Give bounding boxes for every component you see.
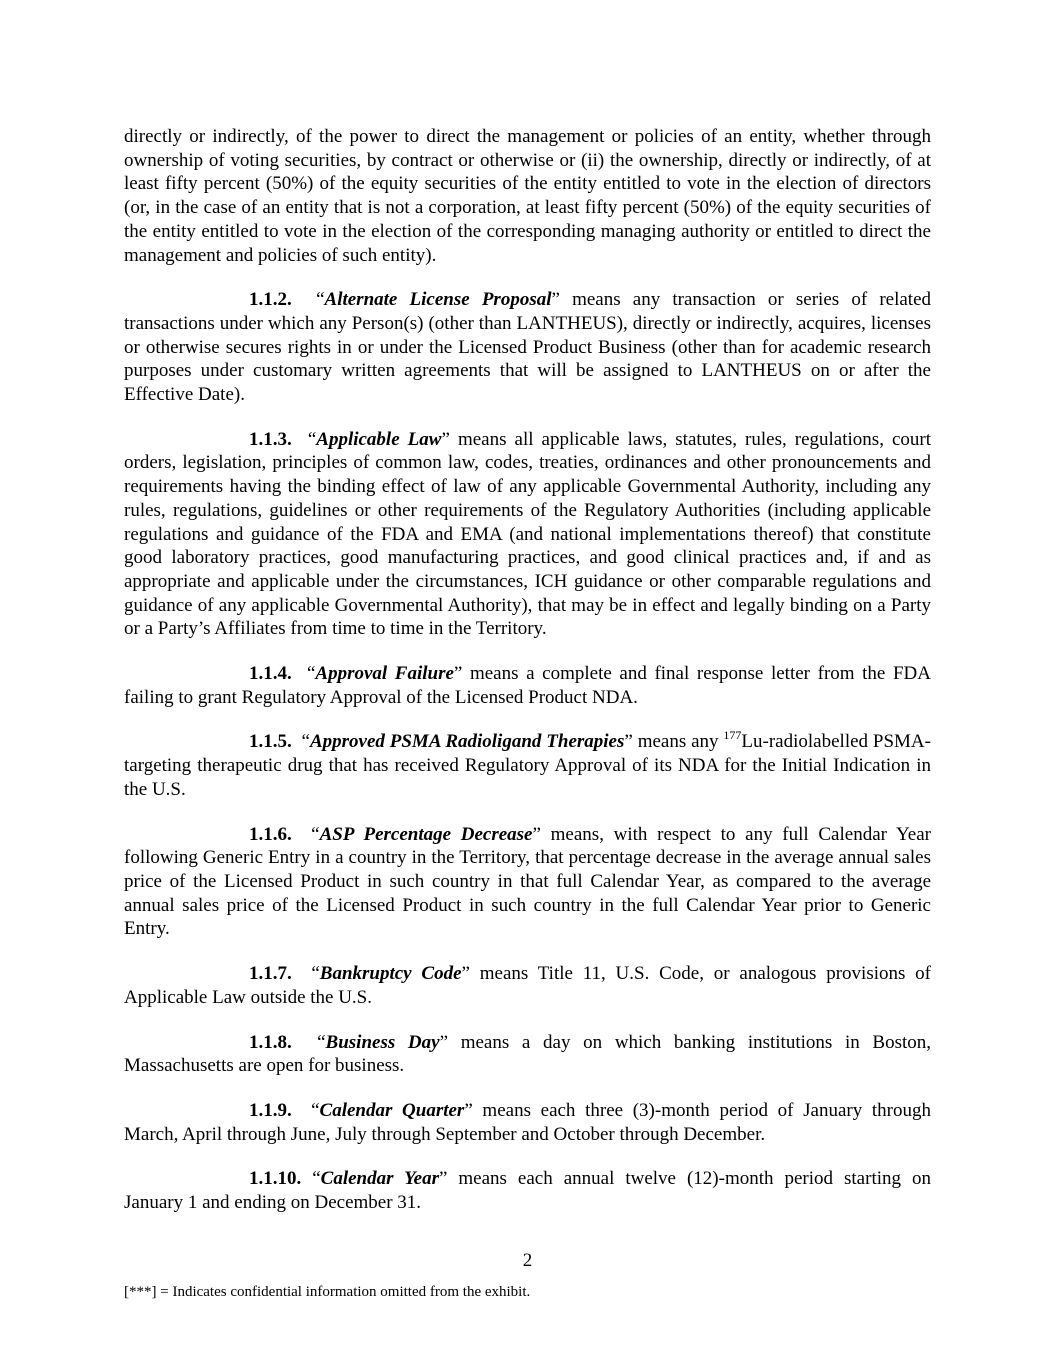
defined-term: Alternate License Proposal <box>324 289 552 311</box>
defined-term: Calendar Quarter <box>319 1099 465 1121</box>
defined-term: Approval Failure <box>315 663 454 685</box>
definition-number: 1.1.4. <box>249 663 292 685</box>
definition-text: Lu-radiolabelled PSMA-targeting therapeutic drug that has received Regulatory Approval of its NDA for the Initial Indication in the U.S. <box>124 731 931 800</box>
defined-term: Approved PSMA Radioligand Therapies <box>309 731 625 753</box>
definition-number: 1.1.10. <box>249 1168 302 1190</box>
document-body <box>124 125 931 1236</box>
definition-number: 1.1.3. <box>249 428 292 450</box>
definition-1-1-5: 1.1.5. “Approved PSMA Radioligand Therapies” means any $^{177}$Lu-radiolabelled PSMA-targeting therapeutic drug that has received Regulatory Approval of its NDA for the Initial Indication in the U.S. <box>124 728 931 800</box>
definition-number: 1.1.6. <box>249 823 292 845</box>
definition-1-1-3: 1.1.3. “Applicable Law” means all applicable laws, statutes, rules, regulations, court orders, legislation, principles of common law, codes, treaties, ordinances and other pronouncements and requirements having the binding effect of law of any applicable Governmental Authority, including any rules, regulations, guidelines or other requirements of the Regulatory Authorities (including applicable regulations and guidance of the FDA and EMA (and national implementations thereof) that constitute good laboratory practices, good manufacturing practices, and good clinical practices and, if and as appropriate and applicable under the circumstances, ICH guidance or other comparable regulations and guidance of any applicable Governmental Authority), that may be in effect and legally binding on a Party or a Party’s Affiliates from time to time in the Territory. <box>124 428 932 640</box>
definition-1-1-8: 1.1.8. “Business Day” means a day on which banking institutions in Boston, Massachusetts are open for business. <box>124 1031 932 1077</box>
page-number: 2 <box>522 1250 533 1271</box>
definition-number: 1.1.9. <box>249 1099 292 1121</box>
definition-1-1-4: 1.1.4. “Approval Failure” means a complete and final response letter from the FDA failing to grant Regulatory Approval of the Licensed Product NDA. <box>124 663 931 708</box>
definition-1-1-6: 1.1.6. “ASP Percentage Decrease” means, with respect to any full Calendar Year following Generic Entry in a country in the Territory, that percentage decrease in the average annual sales price of the Licensed Product in such country in that full Calendar Year, as compared to the average annual sales price of the Licensed Product in such country in the full Calendar Year prior to Generic Entry. <box>124 823 931 940</box>
definition-number: 1.1.8. <box>249 1031 292 1053</box>
isotope-superscript: 177 <box>723 728 742 743</box>
definition-1-1-9: 1.1.9. “Calendar Quarter” means each three (3)-month period of January through March, April through June, July through September and October through December. <box>124 1099 931 1145</box>
intro-paragraph <box>124 125 931 267</box>
defined-term: Calendar Year <box>320 1168 439 1190</box>
confidentiality-footnote: [***] = Indicates confidential information omitted from the exhibit. <box>124 1284 531 1300</box>
definition-number: 1.1.7. <box>249 963 292 985</box>
definition-text: means each annual twelve (12)-month period starting on January 1 and ending on December 31. <box>124 1168 931 1214</box>
definition-text: means all applicable laws, statutes, rules, regulations, court orders, legislation, principles of common law, codes, treaties, ordinances and other pronouncements and requirements having the binding effect of law of any applicable Governmental Authority, including any rules, regulations, guidelines or other requirements of the Regulatory Authorities (including applicable regulations and guidance of the FDA and EMA (and national implementations thereof) that constitute good laboratory practices, good manufacturing practices, and good clinical practices and, if and as appropriate and applicable under the circumstances, ICH guidance or other comparable regulations and guidance of any applicable Governmental Authority), that may be in effect and legally binding on a Party or a Party’s Affiliates from time to time in the Territory. <box>124 428 932 640</box>
definition-number: 1.1.2. <box>249 289 292 311</box>
definition-text-lead: means any <box>632 731 724 753</box>
definition-text: means any transaction or series of related transactions under which any Person(s) (other than LANTHEUS), directly or indirectly, acquires, licenses or otherwise secures rights in or under the Licensed Product Business (other than for academic research purposes under customary written agreements that will be assigned to LANTHEUS on or after the Effective Date). <box>124 289 931 406</box>
definition-text: means each three (3)-month period of January through March, April through June, July through September and October through December. <box>124 1099 931 1145</box>
definition-number: 1.1.5. <box>249 731 292 753</box>
definition-1-1-10: 1.1.10. “Calendar Year” means each annual twelve (12)-month period starting on January 1 and ending on December 31. <box>124 1168 931 1214</box>
defined-term: Business Day <box>325 1031 440 1053</box>
definition-text: means Title 11, U.S. Code, or analogous provisions of Applicable Law outside the U.S. <box>124 963 932 1008</box>
definition-1-1-2: 1.1.2. “Alternate License Proposal” means any transaction or series of related transactions under which any Person(s) (other than LANTHEUS), directly or indirectly, acquires, licenses or otherwise secures rights in or under the Licensed Product Business (other than for academic research purposes under customary written agreements that will be assigned to LANTHEUS on or after the Effective Date). <box>124 289 931 406</box>
definition-text: means, with respect to any full Calendar Year following Generic Entry in a country in the Territory, that percentage decrease in the average annual sales price of the Licensed Product in such country in that full Calendar Year, as compared to the average annual sales price of the Licensed Product in such country in the full Calendar Year prior to Generic Entry. <box>124 823 931 940</box>
definition-text: means a complete and final response letter from the FDA failing to grant Regulatory Approval of the Licensed Product NDA. <box>124 663 931 708</box>
intro-text: directly or indirectly, of the power to direct the management or policies of an entity, whether through ownership of voting securities, by contract or otherwise or (ii) the ownership, directly or indirectly, of at least fifty percent (50%) of the equity securities of the entity entitled to vote in the election of directors (or, in the case of an entity that is not a corporation, at least fifty percent (50%) of the equity securities of the entity entitled to vote in the election of the corresponding managing authority or entitled to direct the management and policies of such entity). <box>124 126 931 266</box>
definition-text: means a day on which banking institutions in Boston, Massachusetts are open for business. <box>124 1031 932 1077</box>
defined-term: Bankruptcy Code <box>319 963 462 985</box>
definition-1-1-7: 1.1.7. “Bankruptcy Code” means Title 11, U.S. Code, or analogous provisions of Applicable Law outside the U.S. <box>124 963 932 1008</box>
defined-term: Applicable Law <box>316 428 442 450</box>
defined-term: ASP Percentage Decrease <box>319 823 533 845</box>
